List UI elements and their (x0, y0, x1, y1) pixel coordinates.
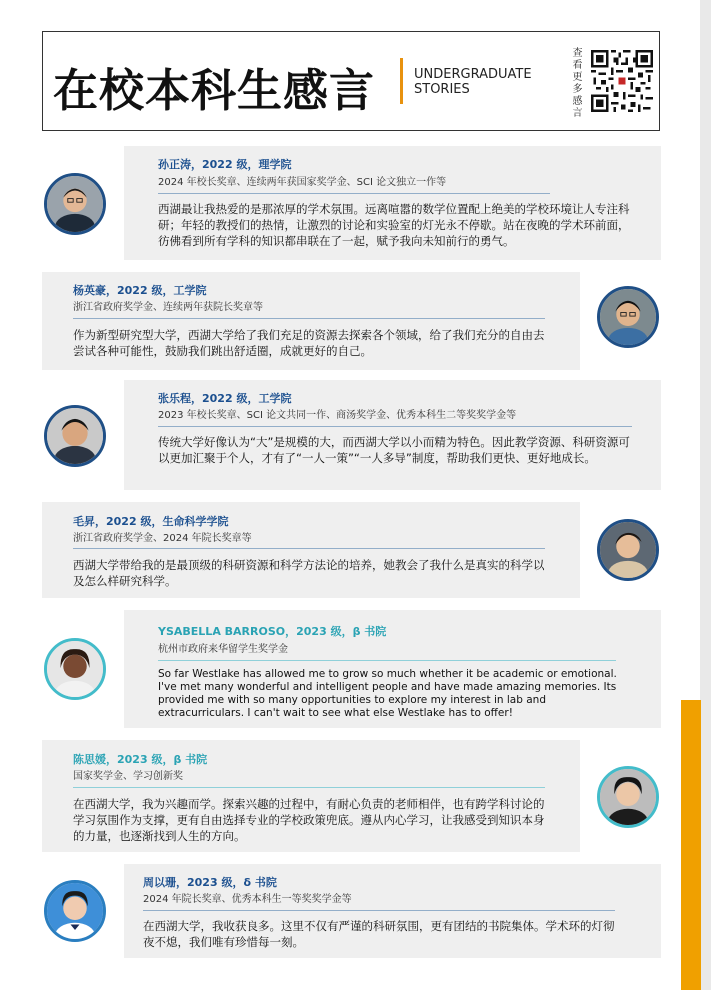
story-4-name: 毛昇，2022 级，生命科学学院 (73, 515, 229, 528)
subtitle-line-1: UNDERGRADUATE (414, 67, 532, 82)
story-6-divider (73, 787, 545, 788)
page-header (42, 31, 660, 131)
avatar-story-2 (597, 286, 659, 348)
story-5-divider (158, 660, 616, 661)
story-5-name: YSABELLA BARROSO，2023 级，β 书院 (158, 625, 387, 638)
story-3-name: 张乐程，2022 级，工学院 (158, 392, 292, 405)
story-1-divider (158, 193, 550, 194)
story-3-award: 2023 年校长奖章、SCI 论文共同一作、商汤奖学金、优秀本科生二等奖奖学金等 (158, 410, 517, 421)
story-7-quote: 在西湖大学，我收获良多。这里不仅有严谨的科研氛围，更有团结的书院集体。学术环的灯彻夜不熄，我们唯有珍惜每一刻。 (143, 919, 615, 949)
avatar-story-7 (44, 880, 106, 942)
story-3-quote: 传统大学好像认为“大”是规模的大，而西湖大学以小而精为特色。因此教学资源、科研资源可以更加汇聚于个人，才有了“一人一策”“一人多导”制度，帮助我们更快、更好地成长。 (158, 435, 630, 465)
page-title: 在校本科生感言 (53, 64, 376, 117)
story-4-award: 浙江省政府奖学金、2024 年院长奖章等 (73, 533, 252, 544)
story-6-quote: 在西湖大学，我为兴趣而学。探索兴趣的过程中，有耐心负责的老师相伴，也有跨学科讨论的学习氛围作为支撑，更有自由选择专业的学校政策兜底。遵从内心学习，让我感受到知识本身的力量，也逐渐找到人生的方向。 (73, 797, 545, 843)
story-6-award: 国家奖学金、学习创新奖 (73, 771, 183, 782)
avatar-story-3 (44, 405, 106, 467)
story-5-award: 杭州市政府来华留学生奖学金 (158, 644, 288, 655)
avatar-story-1 (44, 173, 106, 235)
story-5-quote: So far Westlake has allowed me to grow so much whether it be academic or emotional. I've met many wonderful and intelligent people and have made amazing memories. Its provided me with so many opportunities to explore my interest in lab and extracurriculars. I can't wait to see what else Westlake has to offer! (158, 668, 617, 719)
qr-code-icon[interactable] (591, 50, 653, 112)
story-2-name: 杨英豪，2022 级，工学院 (73, 284, 207, 297)
story-2-award: 浙江省政府奖学金、连续两年获院长奖章等 (73, 302, 263, 313)
story-1-name: 孙正涛，2022 级，理学院 (158, 158, 292, 171)
story-6-name: 陈思媛，2023 级，β 书院 (73, 753, 208, 766)
story-4-divider (73, 548, 545, 549)
story-7-divider (143, 910, 615, 911)
qr-caption: 查看更多感言 (572, 48, 583, 119)
orange-accent-bar (681, 700, 701, 990)
page-subtitle (414, 67, 532, 97)
story-4-quote: 西湖大学带给我的是最顶级的科研资源和科学方法论的培养，她教会了我什么是真实的科学以及怎么样研究科学。 (73, 558, 545, 588)
story-3-divider (158, 426, 632, 427)
avatar-story-6 (597, 766, 659, 828)
story-2-quote: 作为新型研究型大学，西湖大学给了我们充足的资源去探索各个领域，给了我们充分的自由去尝试各种可能性，鼓励我们跳出舒适圈，成就更好的自己。 (73, 328, 545, 358)
story-7-award: 2024 年院长奖章、优秀本科生一等奖奖学金等 (143, 894, 352, 905)
avatar-story-4 (597, 519, 659, 581)
subtitle-line-2: STORIES (414, 82, 470, 97)
story-2-divider (73, 318, 545, 319)
avatar-story-5 (44, 638, 106, 700)
story-7-name: 周以珊，2023 级，δ 书院 (143, 876, 277, 889)
story-1-quote: 西湖最让我热爱的是那浓厚的学术氛围。远离喧嚣的数学位置配上绝美的学校环境让人专注科研；年轻的教授们的热情，让激烈的讨论和实验室的灯光永不停歇。站在夜晚的学术环前面，彷佛看到所有学科的知识都串联在了一起，赋予我向未知前行的勇气。 (158, 202, 630, 248)
story-1-award: 2024 年校长奖章、连续两年获国家奖学金、SCI 论文独立一作等 (158, 177, 447, 188)
title-divider (400, 58, 403, 104)
